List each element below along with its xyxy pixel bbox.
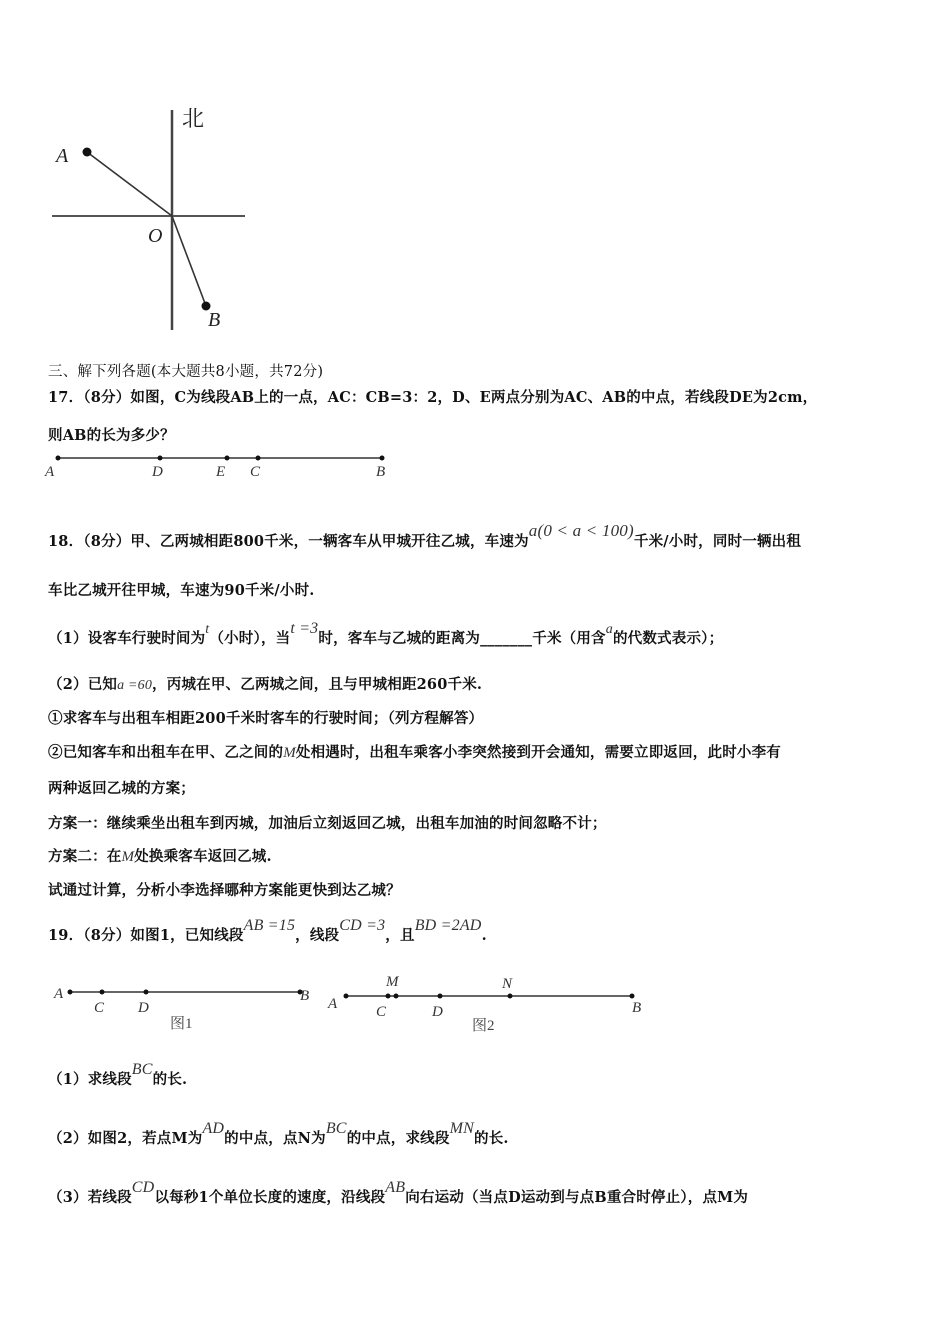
- q17-point-c: [256, 456, 261, 461]
- label-o: O: [148, 225, 163, 247]
- q19-part3-ab: AB: [385, 1179, 406, 1196]
- segment-oa: [87, 152, 172, 216]
- q17-label-c: C: [250, 464, 261, 480]
- q18-line1-text-a: 18．（8分）甲、乙两城相距800千米，一辆客车从甲城开往乙城，车速为: [48, 533, 529, 550]
- point-a-dot: [83, 148, 92, 157]
- fig1-point-a: [68, 990, 73, 995]
- fig2-point-b: [630, 994, 635, 999]
- q17-figure: [40, 448, 400, 484]
- section-heading: 三、解下列各题(本大题共8小题，共72分): [48, 364, 324, 380]
- north-label: 北: [182, 106, 205, 131]
- label-a: A: [56, 145, 69, 167]
- q19-line1-d: .: [481, 927, 487, 944]
- q18-sub2: [48, 741, 781, 762]
- q18-line1-text-b: 千米/小时，同时一辆出租: [633, 533, 802, 550]
- fig1-label-a: A: [54, 986, 64, 1002]
- q19-part2-mn: MN: [449, 1120, 474, 1137]
- q19-part2-c: 的中点，求线段: [346, 1130, 450, 1147]
- q19-part2-ad: AD: [202, 1120, 225, 1137]
- fig1-point-c: [100, 990, 105, 995]
- q19-line1: [48, 917, 487, 945]
- fig2-point-d: [438, 994, 443, 999]
- fig2-label-d: D: [432, 1004, 443, 1020]
- q18-sub2-a: ②已知客车和出租车在甲、乙之间的: [48, 744, 284, 761]
- q18-plan1: 方案一：继续乘坐出租车到丙城，加油后立刻返回乙城，出租车加油的时间忽略不计；: [48, 815, 607, 832]
- q17-line1: 17．（8分）如图，C为线段AB上的一点，AC：CB=3：2，D、E两点分别为AC、AB的中点，若线段DE为2cm，: [48, 389, 818, 406]
- q17-point-e: [225, 456, 230, 461]
- q19-part2-a: （2）如图2，若点M为: [48, 1130, 203, 1147]
- fig1-label-c: C: [94, 1000, 105, 1016]
- q19-part3-c: 向右运动（当点D运动到与点B重合时停止），点M为: [405, 1189, 749, 1206]
- q19-part1-b: 的长.: [152, 1071, 188, 1088]
- q18-var-a: a: [605, 622, 613, 637]
- q19-bd-2ad: BD =2AD: [414, 917, 482, 934]
- fig1-point-d: [144, 990, 149, 995]
- q18-speed-range: a(0 < a < 100): [528, 521, 634, 540]
- q19-part2: [48, 1120, 509, 1148]
- q19-line1-c: ，且: [385, 927, 415, 944]
- q18-sub2-line2: 两种返回乙城的方案；: [48, 780, 195, 797]
- q18-part2-b: ，丙城在甲、乙两城之间，且与甲城相距260千米.: [152, 676, 483, 693]
- q19-part3-cd: CD: [131, 1179, 155, 1196]
- q17-label-b: B: [376, 464, 386, 480]
- q18-part1-e: 的代数式表示）；: [612, 630, 724, 647]
- q17-label-d: D: [152, 464, 163, 480]
- q18-part1: [48, 620, 724, 648]
- q18-plan2-m: M: [121, 849, 135, 865]
- fig2-point-n: [508, 994, 513, 999]
- q18-t-equals-3: t =3: [290, 620, 319, 637]
- q18-line2: 车比乙城开往甲城，车速为90千米/小时.: [48, 582, 315, 599]
- q18-part1-a: （1）设客车行驶时间为: [48, 630, 206, 647]
- q18-var-t: t: [205, 622, 210, 637]
- fig2-label-a: A: [328, 996, 338, 1012]
- q19-part2-d: 的长.: [474, 1130, 509, 1147]
- fig2-caption: 图2: [472, 1018, 495, 1034]
- q18-a-equals-60: a =60: [117, 678, 153, 693]
- q19-part1-a: （1）求线段: [48, 1071, 132, 1088]
- q18-plan2-b: 处换乘客车返回乙城.: [134, 848, 272, 865]
- q18-part2: [48, 673, 482, 694]
- q19-part3: [48, 1179, 749, 1207]
- label-b: B: [208, 309, 221, 331]
- fig2-label-n: N: [502, 976, 513, 992]
- fig2-point-a: [344, 994, 349, 999]
- q18-point-m: M: [283, 745, 296, 761]
- fig2-label-c: C: [376, 1004, 387, 1020]
- segment-ob: [172, 216, 206, 306]
- q18-part2-a: （2）已知: [48, 676, 118, 693]
- q18-plan2: [48, 845, 272, 866]
- fig2-label-b: B: [632, 1000, 642, 1016]
- q17-label-a: A: [45, 464, 55, 480]
- q18-part1-b: （小时），当: [209, 630, 291, 647]
- q19-line1-a: 19．（8分）如图1，已知线段: [48, 927, 244, 944]
- q19-ab-15: AB =15: [243, 917, 296, 934]
- fig2-point-c: [394, 994, 399, 999]
- q17-point-d: [158, 456, 163, 461]
- q18-sub1: ①求客车与出租车相距200千米时客车的行驶时间；（列方程解答）: [48, 710, 484, 727]
- fig2-point-m: [386, 994, 391, 999]
- q17-point-b: [380, 456, 385, 461]
- q18-answer-blank: _______: [480, 630, 533, 647]
- q17-point-a: [56, 456, 61, 461]
- q19-part2-bc: BC: [325, 1120, 347, 1137]
- q19-part3-a: （3）若线段: [48, 1189, 132, 1206]
- q19-figure1: [48, 974, 318, 1034]
- q17-line2: 则AB的长为多少？: [48, 427, 175, 444]
- q19-part2-b: 的中点，点N为: [224, 1130, 326, 1147]
- q19-part3-b: 以每秒1个单位长度的速度，沿线段: [154, 1189, 386, 1206]
- fig1-label-d: D: [138, 1000, 149, 1016]
- q19-figure2: [322, 970, 652, 1036]
- q18-part1-c: 时，客车与乙城的距离为: [318, 630, 481, 647]
- q19-cd-3: CD =3: [339, 917, 386, 934]
- q19-part1-bc: BC: [131, 1061, 153, 1078]
- fig1-label-b: B: [300, 988, 310, 1004]
- q18-part1-d: 千米（用含: [532, 630, 606, 647]
- compass-figure: [40, 100, 260, 340]
- q18-plan2-a: 方案二：在: [48, 848, 122, 865]
- fig2-label-m: M: [386, 974, 399, 990]
- fig1-caption: 图1: [170, 1016, 193, 1032]
- q18-line1: [48, 521, 802, 551]
- q18-sub2-b: 处相遇时，出租车乘客小李突然接到开会通知，需要立即返回，此时小李有: [295, 744, 782, 761]
- q19-part1: [48, 1061, 188, 1089]
- q18-question: 试通过计算，分析小李选择哪种方案能更快到达乙城？: [48, 882, 401, 899]
- q19-line1-b: ，线段: [295, 927, 340, 944]
- q17-label-e: E: [216, 464, 226, 480]
